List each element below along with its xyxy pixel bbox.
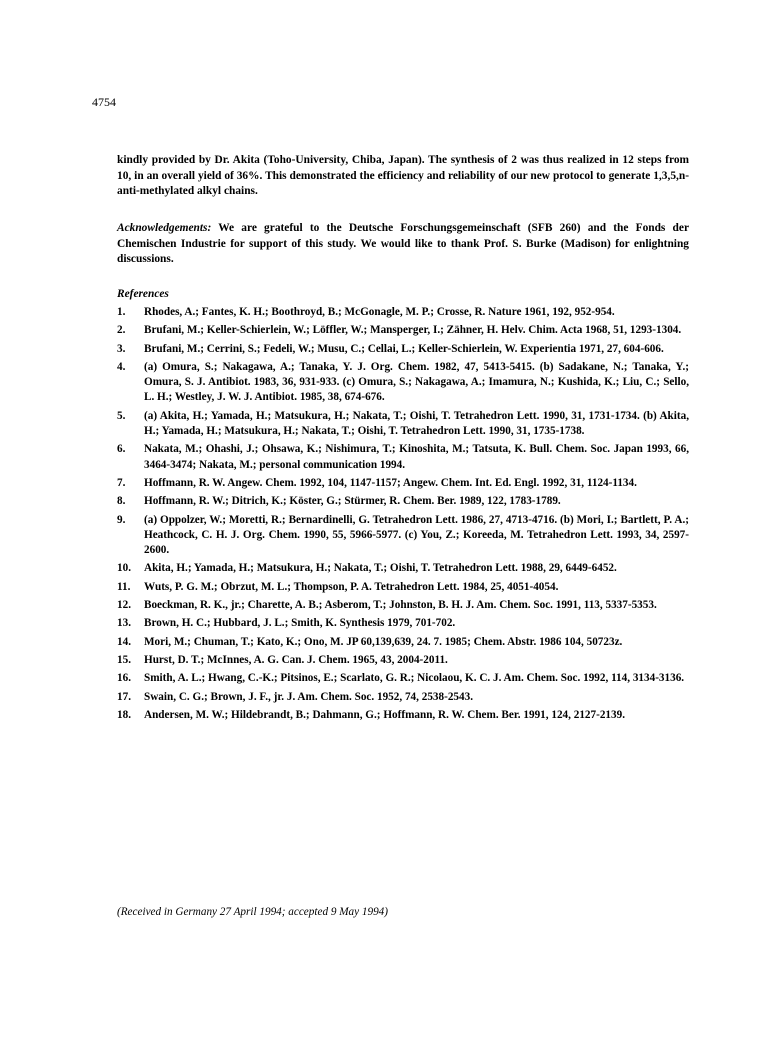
reference-number: 10. [117, 562, 131, 575]
reference-text: Hoffmann, R. W.; Ditrich, K.; Köster, G.; Stürmer, R. Chem. Ber. 1989, 122, 1783-1789. [144, 495, 561, 508]
reference-item [117, 342, 689, 357]
continued-paragraph: kindly provided by Dr. Akita (Toho-University, Chiba, Japan). The synthesis of 2 was thus realized in 12 steps from 10, in an overall yield of 36%. This demonstrated the efficiency and reliability of our new protocol to generate 1,3,5,n-anti-methylated alkyl chains. [117, 154, 689, 198]
reference-item [117, 580, 689, 595]
reference-item [117, 476, 689, 491]
reference-text: (a) Oppolzer, W.; Moretti, R.; Bernardinelli, G. Tetrahedron Lett. 1986, 27, 4713-4716. (b) Mori, I.; Bartlett, P. A.; Heathcock, C. H. J. Org. Chem. 1990, 55, 5966-5977. (c) You, Z.; Koreeda, M. Tetrahedron Lett. 1993, 34, 2597-2600. [144, 513, 689, 557]
reference-item [117, 616, 689, 631]
reference-item [117, 635, 689, 650]
reference-text: Andersen, M. W.; Hildebrandt, B.; Dahmann, G.; Hoffmann, R. W. Chem. Ber. 1991, 124, 2127-2139. [144, 708, 625, 721]
reference-number: 11. [117, 580, 131, 593]
reference-number: 17. [117, 690, 131, 703]
page-number: 4754 [92, 95, 116, 109]
reference-item [117, 708, 689, 723]
reference-text: Boeckman, R. K., jr.; Charette, A. B.; Asberom, T.; Johnston, B. H. J. Am. Chem. Soc. 1991, 113, 5337-5353. [144, 599, 657, 612]
reference-number: 14. [117, 635, 131, 648]
reference-item [117, 305, 689, 320]
reference-number: 7. [117, 476, 126, 489]
reference-text: Rhodes, A.; Fantes, K. H.; Boothroyd, B.; McGonagle, M. P.; Crosse, R. Nature 1961, 192, 952-954. [144, 306, 615, 318]
reference-number: 18. [117, 708, 131, 721]
reference-list [117, 305, 689, 726]
reference-number: 4. [117, 360, 126, 373]
reference-item [117, 690, 689, 705]
reference-text: (a) Akita, H.; Yamada, H.; Matsukura, H.; Nakata, T.; Oishi, T. Tetrahedron Lett. 1990, 31, 1731-1734. (b) Akita, H.; Yamada, H.; Matsukura, H.; Nakata, T.; Oishi, T. Tetrahedron Lett. 1990, 31, 1735-1738. [144, 409, 689, 438]
received-note: (Received in Germany 27 April 1994; accepted 9 May 1994) [117, 906, 389, 918]
reference-text: Brufani, M.; Keller-Schierlein, W.; Löffler, W.; Mansperger, I.; Zähner, H. Helv. Chim. Acta 1968, 51, 1293-1304. [144, 324, 682, 337]
reference-text: Swain, C. G.; Brown, J. F., jr. J. Am. Chem. Soc. 1952, 74, 2538-2543. [144, 690, 474, 703]
reference-item [117, 360, 689, 406]
reference-number: 15. [117, 653, 131, 666]
reference-number: 6. [117, 443, 126, 456]
reference-number: 5. [117, 409, 126, 422]
reference-item [117, 671, 689, 686]
reference-text: Brown, H. C.; Hubbard, J. L.; Smith, K. Synthesis 1979, 701-702. [144, 617, 456, 630]
references-heading: References [117, 288, 169, 300]
reference-item [117, 409, 689, 440]
reference-item [117, 561, 689, 576]
reference-text: Mori, M.; Chuman, T.; Kato, K.; Ono, M. JP 60,139,639, 24. 7. 1985; Chem. Abstr. 1986 104, 50723z. [144, 635, 623, 648]
reference-text: (a) Omura, S.; Nakagawa, A.; Tanaka, Y. J. Org. Chem. 1982, 47, 5413-5415. (b) Sadakane, N.; Tanaka, Y.; Omura, S. J. Antibiot. 1983, 36, 931-933. (c) Omura, S.; Nakagawa, A.; Imamura, N.; Kushida, K.; Liu, C.; Sello, L. H.; Westley, J. W. J. Antibiot. 1985, 38, 674-676. [144, 360, 689, 404]
reference-number: 12. [117, 599, 131, 612]
reference-number: 13. [117, 617, 131, 630]
reference-item [117, 653, 689, 668]
reference-text: Brufani, M.; Cerrini, S.; Fedeli, W.; Musu, C.; Cellai, L.; Keller-Schierlein, W. Experientia 1971, 27, 604-606. [144, 342, 664, 355]
acknowledgements-paragraph [117, 221, 689, 268]
reference-number: 1. [117, 306, 126, 318]
acknowledgements-text: We are grateful to the Deutsche Forschungsgemeinschaft (SFB 260) and the Fonds der Chemischen Industrie for support of this study. We would like to thank Prof. S. Burke (Madison) for enlightning discussions. [117, 222, 689, 266]
reference-text: Hoffmann, R. W. Angew. Chem. 1992, 104, 1147-1157; Angew. Chem. Int. Ed. Engl. 1992, 31, 1124-1134. [144, 476, 637, 489]
reference-number: 16. [117, 672, 131, 685]
reference-item [117, 598, 689, 613]
reference-text: Wuts, P. G. M.; Obrzut, M. L.; Thompson, P. A. Tetrahedron Lett. 1984, 25, 4051-4054. [144, 580, 559, 593]
reference-item [117, 323, 689, 338]
reference-number: 3. [117, 342, 126, 355]
reference-text: Hurst, D. T.; McInnes, A. G. Can. J. Chem. 1965, 43, 2004-2011. [144, 653, 448, 666]
reference-number: 9. [117, 513, 126, 526]
reference-item [117, 442, 689, 473]
acknowledgements-label: Acknowledgements: [117, 222, 212, 234]
reference-text: Nakata, M.; Ohashi, J.; Ohsawa, K.; Nishimura, T.; Kinoshita, M.; Tatsuta, K. Bull. Chem. Soc. Japan 1993, 66, 3464-3474; Nakata, M.; personal communication 1994. [144, 443, 689, 471]
reference-number: 8. [117, 495, 126, 508]
reference-item [117, 494, 689, 509]
reference-text: Smith, A. L.; Hwang, C.-K.; Pitsinos, E.; Scarlato, G. R.; Nicolaou, K. C. J. Am. Chem. Soc. 1992, 114, 3134-3136. [144, 672, 685, 685]
reference-text: Akita, H.; Yamada, H.; Matsukura, H.; Nakata, T.; Oishi, T. Tetrahedron Lett. 1988, 29, 6449-6452. [144, 562, 617, 575]
reference-number: 2. [117, 324, 126, 337]
reference-item [117, 513, 689, 559]
